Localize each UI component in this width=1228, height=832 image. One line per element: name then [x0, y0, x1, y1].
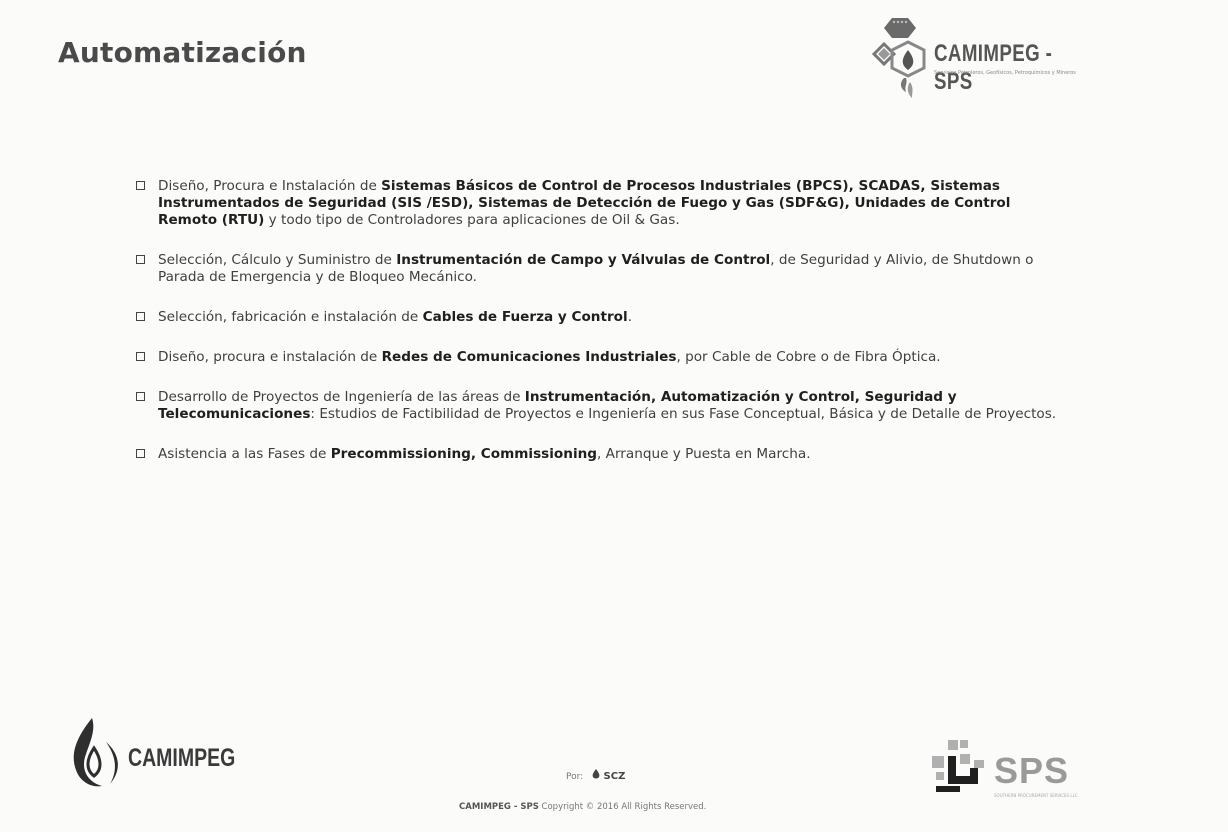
- service-item-text: y todo tipo de Controladores para aplicaciones de Oil & Gas.: [264, 212, 680, 228]
- service-item-bold-text: Precommissioning, Commissioning: [330, 446, 598, 462]
- checkbox-bullet-icon: [136, 181, 145, 190]
- sps-pixel-icon: [930, 738, 992, 804]
- page-title: Automatización: [58, 36, 307, 69]
- copyright: [459, 802, 706, 812]
- checkbox-bullet-icon: [136, 449, 145, 458]
- service-item-text: Asistencia a las Fases de: [158, 446, 331, 462]
- scz-drop-icon: [592, 769, 600, 779]
- checkbox-bullet-icon: [136, 312, 145, 321]
- copyright-brand: CAMIMPEG - SPS: [459, 802, 539, 812]
- por-label: Por:: [566, 772, 584, 782]
- checkbox-bullet-icon: [136, 352, 145, 361]
- checkbox-bullet-icon: [136, 255, 145, 264]
- service-item: [136, 309, 1066, 326]
- camimpeg-emblem-icon: [868, 12, 938, 102]
- sps-logo-text: SPS: [994, 750, 1070, 791]
- service-item-text: Desarrollo de Proyectos de Ingeniería de las áreas de: [158, 389, 525, 405]
- camimpeg-drop-icon: [62, 712, 128, 796]
- service-item-bold-text: Instrumentación, Automatización y Control, Seguridad y Telecomunicaciones: [158, 389, 957, 422]
- service-item-bold-text: Instrumentación de Campo y Válvulas de Control: [396, 252, 771, 268]
- camimpeg-footer-logo: [62, 712, 282, 796]
- service-item: [136, 252, 1066, 286]
- scz-brand: [592, 771, 625, 782]
- service-item-text: , de Seguridad y Alivio, de Shutdown o Parada de Emergencia y de Bloqueo Mecánico.: [158, 252, 1034, 285]
- service-item: [136, 349, 1066, 366]
- service-item-text: : Estudios de Factibilidad de Proyectos e Ingeniería en sus Fase Conceptual, Básica y de Detalle de Proyectos.: [310, 406, 1057, 422]
- sps-logo: [930, 738, 1130, 808]
- service-item-text: Diseño, procura e instalación de: [158, 349, 382, 365]
- scz-text: SCZ: [603, 771, 626, 782]
- service-item-text: , por Cable de Cobre o de Fibra Óptica.: [676, 349, 941, 365]
- service-item-bold-text: Redes de Comunicaciones Industriales: [381, 349, 677, 365]
- service-item: [136, 178, 1066, 229]
- sps-tagline: SOUTHERN PROCUREMENT SERVICES LLC: [994, 793, 1078, 798]
- service-item-text: .: [627, 309, 633, 325]
- footer-left-logo-text: CAMIMPEG: [128, 744, 236, 772]
- logo-brand-text: CAMIMPEG - SPS: [934, 40, 1053, 95]
- service-item: [136, 389, 1066, 423]
- service-item-bold-text: Sistemas Básicos de Control de Procesos Industriales (BPCS), SCADAS, Sistemas Instrumentados de Seguridad (SIS /ESD), Sistemas de Detección de Fuego y Gas (SDF&G), Unidades de Control Remoto (RTU): [158, 178, 1011, 228]
- copyright-text: Copyright © 2016 All Rights Reserved.: [538, 802, 707, 812]
- footer-author: [566, 769, 625, 782]
- logo-tagline: Servicios Petroleros, Geofísicos, Petroquímicos y Mineros: [934, 70, 1076, 76]
- checkbox-bullet-icon: [136, 392, 145, 401]
- service-item-bold-text: Cables de Fuerza y Control: [422, 309, 628, 325]
- service-item-text: Diseño, Procura e Instalación de: [158, 178, 382, 194]
- camimpeg-sps-logo: [868, 12, 1128, 102]
- services-list: [136, 178, 1066, 486]
- service-item: [136, 446, 1066, 463]
- service-item-text: Selección, Cálculo y Suministro de: [158, 252, 397, 268]
- service-item-text: , Arranque y Puesta en Marcha.: [597, 446, 811, 462]
- service-item-text: Selección, fabricación e instalación de: [158, 309, 423, 325]
